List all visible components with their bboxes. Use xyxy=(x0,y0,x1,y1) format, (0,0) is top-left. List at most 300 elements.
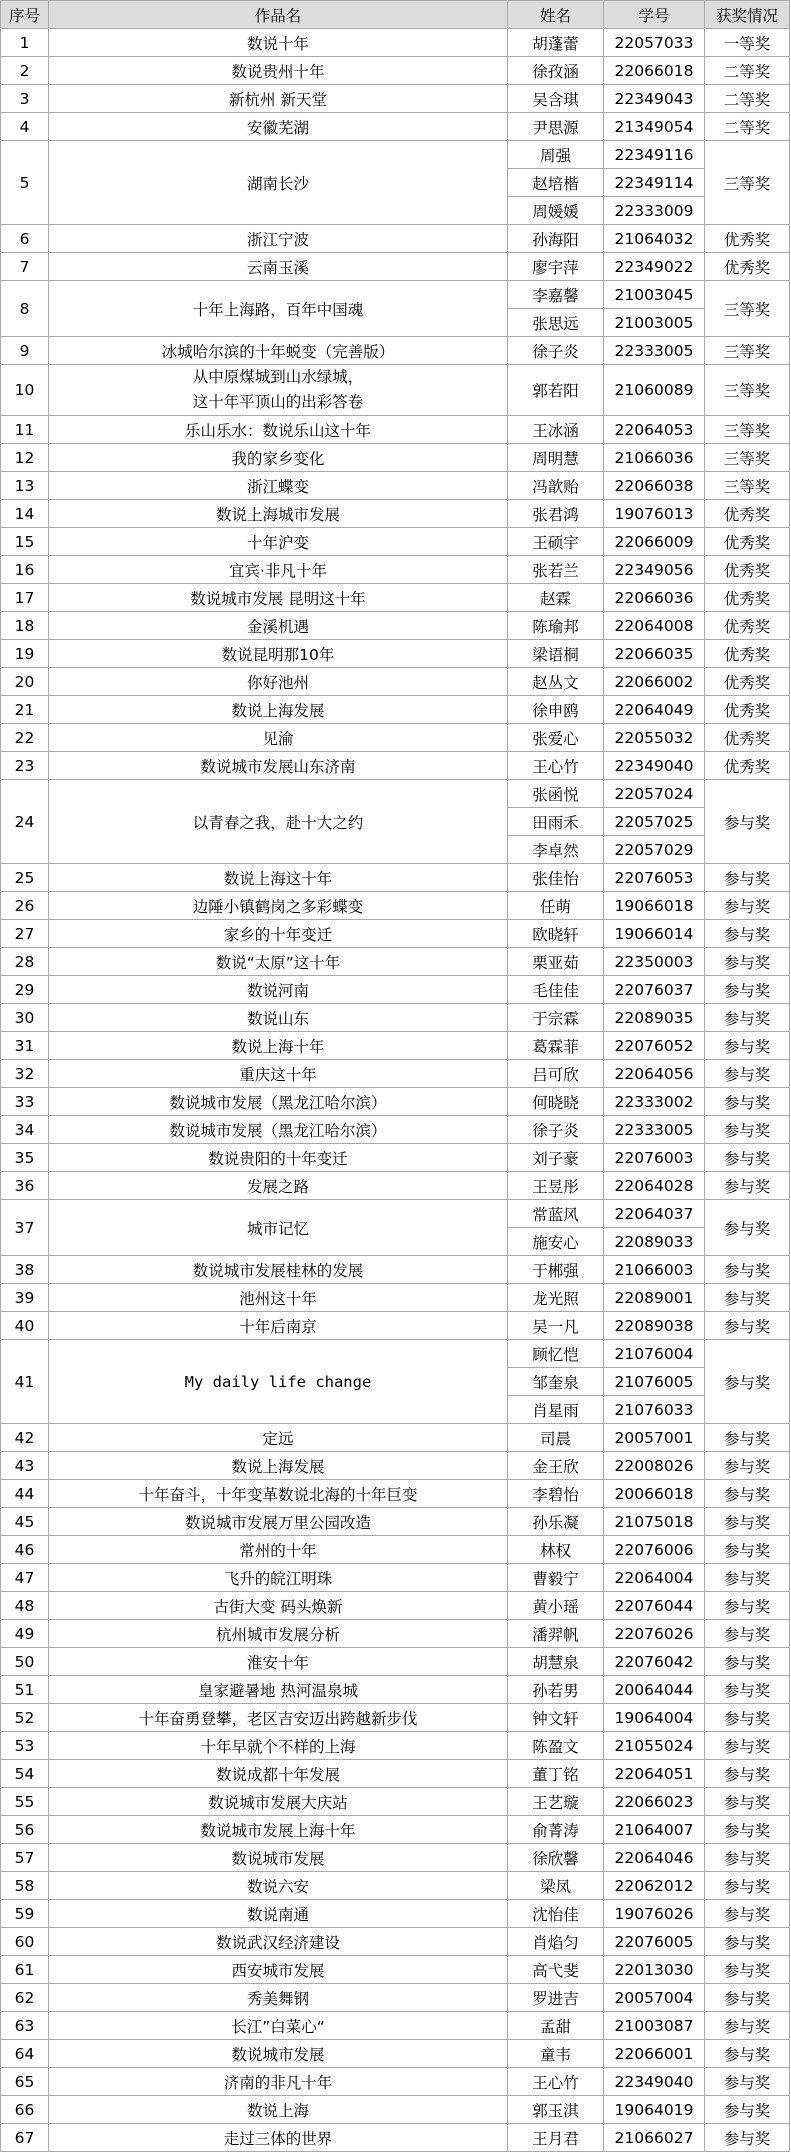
table-row xyxy=(1,612,790,640)
table-row xyxy=(1,780,790,808)
row-number: 29 xyxy=(1,976,49,1004)
student-id: 22064046 xyxy=(604,1844,705,1872)
member-name: 栗亚茹 xyxy=(508,948,604,976)
table-row xyxy=(1,1200,790,1228)
student-id: 22089035 xyxy=(604,1004,705,1032)
row-number: 17 xyxy=(1,584,49,612)
member-name: 徐申鸥 xyxy=(508,696,604,724)
member-name: 王心竹 xyxy=(508,752,604,780)
row-number: 62 xyxy=(1,1984,49,2012)
work-title: 数说武汉经济建设 xyxy=(49,1928,508,1956)
award-level: 参与奖 xyxy=(705,976,790,1004)
row-number: 30 xyxy=(1,1004,49,1032)
row-number: 61 xyxy=(1,1956,49,1984)
row-number: 66 xyxy=(1,2096,49,2124)
row-number: 26 xyxy=(1,892,49,920)
table-row xyxy=(1,1592,790,1620)
row-number: 6 xyxy=(1,225,49,253)
work-title: 十年奋斗，十年变革数说北海的十年巨变 xyxy=(49,1480,508,1508)
student-id: 22064028 xyxy=(604,1172,705,1200)
table-row xyxy=(1,1676,790,1704)
row-number: 9 xyxy=(1,337,49,365)
work-title: 数说城市发展万里公园改造 xyxy=(49,1508,508,1536)
table-row xyxy=(1,225,790,253)
student-id: 22089001 xyxy=(604,1284,705,1312)
member-name: 葛霖菲 xyxy=(508,1032,604,1060)
table-row xyxy=(1,1004,790,1032)
member-name: 廖宇萍 xyxy=(508,253,604,281)
student-id: 21003045 xyxy=(604,281,705,309)
header-title: 作品名 xyxy=(49,1,508,29)
member-name: 吴含琪 xyxy=(508,85,604,113)
header-row xyxy=(1,1,790,29)
member-name: 王心竹 xyxy=(508,2068,604,2096)
award-level: 参与奖 xyxy=(705,1844,790,1872)
work-title: 数说城市发展桂林的发展 xyxy=(49,1256,508,1284)
student-id: 22064053 xyxy=(604,416,705,444)
student-id: 22333002 xyxy=(604,1088,705,1116)
award-level: 优秀奖 xyxy=(705,724,790,752)
row-number: 40 xyxy=(1,1312,49,1340)
row-number: 31 xyxy=(1,1032,49,1060)
award-level: 优秀奖 xyxy=(705,584,790,612)
table-row xyxy=(1,1312,790,1340)
member-name: 沈怡佳 xyxy=(508,1900,604,1928)
member-name: 司晨 xyxy=(508,1424,604,1452)
member-name: 周强 xyxy=(508,141,604,169)
award-level: 参与奖 xyxy=(705,1424,790,1452)
table-row xyxy=(1,1984,790,2012)
table-row xyxy=(1,948,790,976)
row-number: 20 xyxy=(1,668,49,696)
work-title: 数说山东 xyxy=(49,1004,508,1032)
row-number: 35 xyxy=(1,1144,49,1172)
table-row xyxy=(1,1144,790,1172)
table-row xyxy=(1,1872,790,1900)
table-row xyxy=(1,500,790,528)
table-row xyxy=(1,141,790,169)
table-row xyxy=(1,696,790,724)
award-level: 三等奖 xyxy=(705,365,790,416)
table-row xyxy=(1,528,790,556)
table-row xyxy=(1,113,790,141)
member-name: 李嘉馨 xyxy=(508,281,604,309)
work-title: 冰城哈尔滨的十年蜕变（完善版） xyxy=(49,337,508,365)
table-row xyxy=(1,1480,790,1508)
award-level: 优秀奖 xyxy=(705,696,790,724)
row-number: 50 xyxy=(1,1648,49,1676)
table-row xyxy=(1,1256,790,1284)
member-name: 孙若男 xyxy=(508,1676,604,1704)
table-row xyxy=(1,1732,790,1760)
member-name: 王硕宇 xyxy=(508,528,604,556)
award-level: 三等奖 xyxy=(705,472,790,500)
student-id: 21055024 xyxy=(604,1732,705,1760)
work-title: 数说贵阳的十年变迁 xyxy=(49,1144,508,1172)
award-level: 参与奖 xyxy=(705,1144,790,1172)
table-row xyxy=(1,1284,790,1312)
student-id: 21076033 xyxy=(604,1396,705,1424)
work-title: 浙江蝶变 xyxy=(49,472,508,500)
student-id: 22064008 xyxy=(604,612,705,640)
member-name: 张君鸿 xyxy=(508,500,604,528)
work-title: 数说南通 xyxy=(49,1900,508,1928)
student-id: 22076052 xyxy=(604,1032,705,1060)
student-id: 21064032 xyxy=(604,225,705,253)
member-name: 徐孜涵 xyxy=(508,57,604,85)
table-row xyxy=(1,724,790,752)
table-row xyxy=(1,1928,790,1956)
row-number: 19 xyxy=(1,640,49,668)
table-row xyxy=(1,2040,790,2068)
table-row xyxy=(1,1564,790,1592)
member-name: 高弋斐 xyxy=(508,1956,604,1984)
work-title: 边陲小镇鹤岗之多彩蝶变 xyxy=(49,892,508,920)
member-name: 于郴强 xyxy=(508,1256,604,1284)
row-number: 49 xyxy=(1,1620,49,1648)
work-title: 数说上海发展 xyxy=(49,696,508,724)
award-level: 参与奖 xyxy=(705,1984,790,2012)
row-number: 59 xyxy=(1,1900,49,1928)
table-row xyxy=(1,2012,790,2040)
award-level: 参与奖 xyxy=(705,1256,790,1284)
member-name: 张若兰 xyxy=(508,556,604,584)
student-id: 20064044 xyxy=(604,1676,705,1704)
work-title: 数说十年 xyxy=(49,29,508,57)
work-title: 十年后南京 xyxy=(49,1312,508,1340)
row-number: 55 xyxy=(1,1788,49,1816)
work-title: 重庆这十年 xyxy=(49,1060,508,1088)
row-number: 7 xyxy=(1,253,49,281)
award-level: 参与奖 xyxy=(705,1592,790,1620)
award-level: 参与奖 xyxy=(705,1088,790,1116)
work-title: 池州这十年 xyxy=(49,1284,508,1312)
student-id: 22349043 xyxy=(604,85,705,113)
award-level: 参与奖 xyxy=(705,1872,790,1900)
member-name: 钟文轩 xyxy=(508,1704,604,1732)
member-name: 赵霖 xyxy=(508,584,604,612)
row-number: 44 xyxy=(1,1480,49,1508)
award-level: 参与奖 xyxy=(705,920,790,948)
award-level: 三等奖 xyxy=(705,337,790,365)
member-name: 郭玉淇 xyxy=(508,2096,604,2124)
member-name: 王月君 xyxy=(508,2124,604,2152)
student-id: 22064004 xyxy=(604,1564,705,1592)
student-id: 22066036 xyxy=(604,584,705,612)
table-row xyxy=(1,1816,790,1844)
award-level: 参与奖 xyxy=(705,892,790,920)
table-row xyxy=(1,864,790,892)
member-name: 徐子炎 xyxy=(508,1116,604,1144)
row-number: 8 xyxy=(1,281,49,337)
student-id: 22349040 xyxy=(604,2068,705,2096)
member-name: 毛佳佳 xyxy=(508,976,604,1004)
row-number: 27 xyxy=(1,920,49,948)
work-title: 数说“太原”这十年 xyxy=(49,948,508,976)
member-name: 肖焰匀 xyxy=(508,1928,604,1956)
work-title: 数说城市发展（黑龙江哈尔滨） xyxy=(49,1116,508,1144)
work-title: 数说城市发展 xyxy=(49,2040,508,2068)
student-id: 22064051 xyxy=(604,1760,705,1788)
member-name: 李卓然 xyxy=(508,836,604,864)
award-level: 参与奖 xyxy=(705,1816,790,1844)
award-level: 参与奖 xyxy=(705,1536,790,1564)
member-name: 赵培楷 xyxy=(508,169,604,197)
table-row xyxy=(1,281,790,309)
award-level: 三等奖 xyxy=(705,416,790,444)
work-title: 湖南长沙 xyxy=(49,141,508,225)
row-number: 2 xyxy=(1,57,49,85)
student-id: 21075018 xyxy=(604,1508,705,1536)
work-title: 发展之路 xyxy=(49,1172,508,1200)
member-name: 张思远 xyxy=(508,309,604,337)
member-name: 俞菁涛 xyxy=(508,1816,604,1844)
table-row xyxy=(1,85,790,113)
award-level: 优秀奖 xyxy=(705,253,790,281)
student-id: 21064007 xyxy=(604,1816,705,1844)
student-id: 22349056 xyxy=(604,556,705,584)
table-row xyxy=(1,253,790,281)
member-name: 郭若阳 xyxy=(508,365,604,416)
work-title: 城市记忆 xyxy=(49,1200,508,1256)
table-row xyxy=(1,556,790,584)
member-name: 张爱心 xyxy=(508,724,604,752)
row-number: 42 xyxy=(1,1424,49,1452)
work-title: 数说上海城市发展 xyxy=(49,500,508,528)
row-number: 16 xyxy=(1,556,49,584)
student-id: 22055032 xyxy=(604,724,705,752)
award-level: 优秀奖 xyxy=(705,612,790,640)
table-row xyxy=(1,1340,790,1368)
row-number: 22 xyxy=(1,724,49,752)
work-title: 数说贵州十年 xyxy=(49,57,508,85)
row-number: 28 xyxy=(1,948,49,976)
award-level: 参与奖 xyxy=(705,2124,790,2152)
work-title: 十年沪变 xyxy=(49,528,508,556)
award-level: 参与奖 xyxy=(705,1116,790,1144)
member-name: 周明慧 xyxy=(508,444,604,472)
member-name: 肖星雨 xyxy=(508,1396,604,1424)
work-title: 家乡的十年变迁 xyxy=(49,920,508,948)
table-row xyxy=(1,1452,790,1480)
award-level: 参与奖 xyxy=(705,864,790,892)
table-row xyxy=(1,1060,790,1088)
row-number: 48 xyxy=(1,1592,49,1620)
work-title: 飞升的皖江明珠 xyxy=(49,1564,508,1592)
row-number: 58 xyxy=(1,1872,49,1900)
student-id: 22062012 xyxy=(604,1872,705,1900)
row-number: 11 xyxy=(1,416,49,444)
member-name: 潘羿帆 xyxy=(508,1620,604,1648)
student-id: 22066038 xyxy=(604,472,705,500)
award-level: 参与奖 xyxy=(705,1564,790,1592)
award-level: 参与奖 xyxy=(705,1760,790,1788)
award-level: 参与奖 xyxy=(705,1312,790,1340)
award-level: 参与奖 xyxy=(705,1956,790,1984)
member-name: 罗进吉 xyxy=(508,1984,604,2012)
row-number: 4 xyxy=(1,113,49,141)
student-id: 22076042 xyxy=(604,1648,705,1676)
row-number: 65 xyxy=(1,2068,49,2096)
table-header xyxy=(1,1,790,29)
student-id: 19066014 xyxy=(604,920,705,948)
award-level: 参与奖 xyxy=(705,2040,790,2068)
row-number: 63 xyxy=(1,2012,49,2040)
student-id: 22076026 xyxy=(604,1620,705,1648)
student-id: 22064037 xyxy=(604,1200,705,1228)
member-name: 陈瑜邦 xyxy=(508,612,604,640)
row-number: 45 xyxy=(1,1508,49,1536)
student-id: 22057033 xyxy=(604,29,705,57)
row-number: 43 xyxy=(1,1452,49,1480)
table-row xyxy=(1,416,790,444)
table-row xyxy=(1,29,790,57)
work-title: 新杭州 新天堂 xyxy=(49,85,508,113)
member-name: 赵丛文 xyxy=(508,668,604,696)
work-title: 数说河南 xyxy=(49,976,508,1004)
work-title: 宜宾·非凡十年 xyxy=(49,556,508,584)
student-id: 22089033 xyxy=(604,1228,705,1256)
student-id: 22349116 xyxy=(604,141,705,169)
work-title: 数说成都十年发展 xyxy=(49,1760,508,1788)
award-level: 参与奖 xyxy=(705,1060,790,1088)
member-name: 邹奎泉 xyxy=(508,1368,604,1396)
table-row xyxy=(1,1172,790,1200)
member-name: 梁凤 xyxy=(508,1872,604,1900)
work-title: 我的家乡变化 xyxy=(49,444,508,472)
award-level: 优秀奖 xyxy=(705,668,790,696)
member-name: 梁语桐 xyxy=(508,640,604,668)
row-number: 14 xyxy=(1,500,49,528)
award-level: 二等奖 xyxy=(705,85,790,113)
member-name: 王昱彤 xyxy=(508,1172,604,1200)
student-id: 22076037 xyxy=(604,976,705,1004)
member-name: 黄小瑶 xyxy=(508,1592,604,1620)
work-title: 数说城市发展 xyxy=(49,1844,508,1872)
work-title: 走过三体的世界 xyxy=(49,2124,508,2152)
member-name: 林权 xyxy=(508,1536,604,1564)
award-level: 参与奖 xyxy=(705,1648,790,1676)
table-row xyxy=(1,57,790,85)
work-title: 数说上海 xyxy=(49,2096,508,2124)
table-row xyxy=(1,337,790,365)
row-number: 3 xyxy=(1,85,49,113)
work-title: 古街大变 码头焕新 xyxy=(49,1592,508,1620)
table-row xyxy=(1,1788,790,1816)
student-id: 22076005 xyxy=(604,1928,705,1956)
student-id: 19066018 xyxy=(604,892,705,920)
student-id: 19076013 xyxy=(604,500,705,528)
row-number: 39 xyxy=(1,1284,49,1312)
student-id: 20066018 xyxy=(604,1480,705,1508)
award-level: 参与奖 xyxy=(705,1788,790,1816)
student-id: 21349054 xyxy=(604,113,705,141)
award-level: 参与奖 xyxy=(705,1676,790,1704)
award-level: 参与奖 xyxy=(705,1032,790,1060)
student-id: 22076003 xyxy=(604,1144,705,1172)
student-id: 22057029 xyxy=(604,836,705,864)
work-title: 十年奋勇登攀，老区吉安迈出跨越新步伐 xyxy=(49,1704,508,1732)
award-level: 参与奖 xyxy=(705,1452,790,1480)
work-title: 你好池州 xyxy=(49,668,508,696)
work-title: 数说城市发展山东济南 xyxy=(49,752,508,780)
award-level: 三等奖 xyxy=(705,141,790,225)
award-level: 二等奖 xyxy=(705,57,790,85)
table-row xyxy=(1,1844,790,1872)
member-name: 曹毅宁 xyxy=(508,1564,604,1592)
row-number: 10 xyxy=(1,365,49,416)
table-row xyxy=(1,1116,790,1144)
row-number: 47 xyxy=(1,1564,49,1592)
table-row xyxy=(1,2124,790,2152)
award-level: 参与奖 xyxy=(705,1900,790,1928)
student-id: 22076006 xyxy=(604,1536,705,1564)
student-id: 22066002 xyxy=(604,668,705,696)
student-id: 19064019 xyxy=(604,2096,705,2124)
work-title: 数说上海发展 xyxy=(49,1452,508,1480)
member-name: 胡蓬蕾 xyxy=(508,29,604,57)
work-title: 数说城市发展（黑龙江哈尔滨） xyxy=(49,1088,508,1116)
student-id: 22076044 xyxy=(604,1592,705,1620)
student-id: 21066036 xyxy=(604,444,705,472)
student-id: 20057004 xyxy=(604,1984,705,2012)
header-number: 序号 xyxy=(1,1,49,29)
student-id: 22064049 xyxy=(604,696,705,724)
table-row xyxy=(1,472,790,500)
student-id: 22333009 xyxy=(604,197,705,225)
award-level: 参与奖 xyxy=(705,780,790,864)
row-number: 23 xyxy=(1,752,49,780)
award-level: 参与奖 xyxy=(705,948,790,976)
table-row xyxy=(1,1424,790,1452)
student-id: 22066001 xyxy=(604,2040,705,2068)
work-title: 金溪机遇 xyxy=(49,612,508,640)
award-level: 参与奖 xyxy=(705,1340,790,1424)
header-name: 姓名 xyxy=(508,1,604,29)
work-title: 以青春之我，赴十大之约 xyxy=(49,780,508,864)
award-level: 优秀奖 xyxy=(705,225,790,253)
student-id: 22349022 xyxy=(604,253,705,281)
award-level: 参与奖 xyxy=(705,2096,790,2124)
member-name: 孙海阳 xyxy=(508,225,604,253)
award-level: 优秀奖 xyxy=(705,556,790,584)
student-id: 21076005 xyxy=(604,1368,705,1396)
member-name: 任萌 xyxy=(508,892,604,920)
row-number: 34 xyxy=(1,1116,49,1144)
member-name: 龙光照 xyxy=(508,1284,604,1312)
work-title: 十年上海路，百年中国魂 xyxy=(49,281,508,337)
student-id: 22013030 xyxy=(604,1956,705,1984)
work-title: 浙江宁波 xyxy=(49,225,508,253)
row-number: 60 xyxy=(1,1928,49,1956)
student-id: 19064004 xyxy=(604,1704,705,1732)
work-title: 皇家避暑地 热河温泉城 xyxy=(49,1676,508,1704)
work-title: 西安城市发展 xyxy=(49,1956,508,1984)
table-row xyxy=(1,1032,790,1060)
work-title: 济南的非凡十年 xyxy=(49,2068,508,2096)
row-number: 13 xyxy=(1,472,49,500)
student-id: 21003005 xyxy=(604,309,705,337)
work-title: 数说昆明那10年 xyxy=(49,640,508,668)
member-name: 童韦 xyxy=(508,2040,604,2068)
member-name: 吕可欣 xyxy=(508,1060,604,1088)
student-id: 22333005 xyxy=(604,1116,705,1144)
work-title: 见渝 xyxy=(49,724,508,752)
award-level: 参与奖 xyxy=(705,1172,790,1200)
table-row xyxy=(1,1648,790,1676)
student-id: 22350003 xyxy=(604,948,705,976)
member-name: 胡慧泉 xyxy=(508,1648,604,1676)
